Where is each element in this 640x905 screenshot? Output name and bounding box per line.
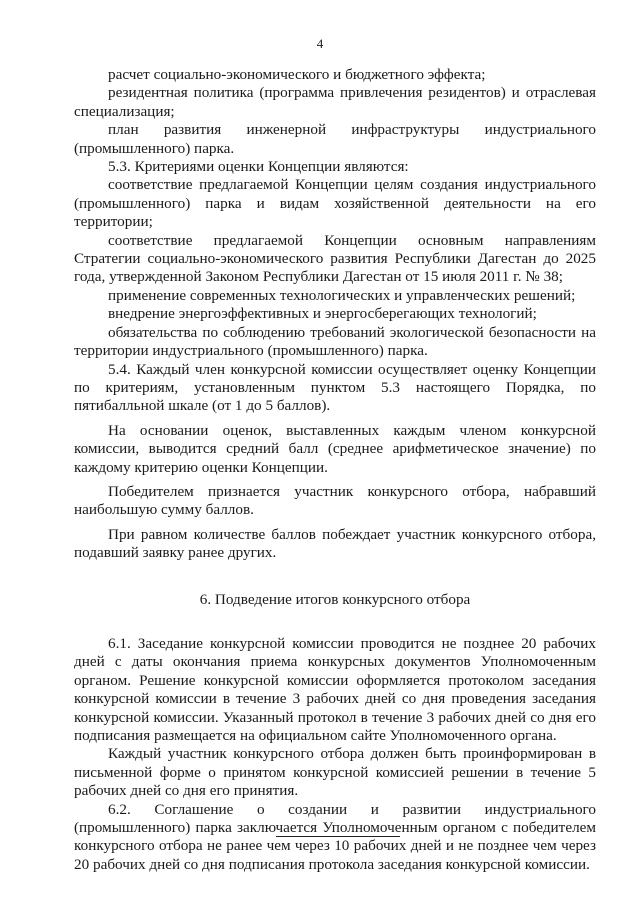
document-body (74, 66, 596, 874)
paragraph: 6.2. Соглашение о создании и развитии индустриального (промышленного) парка заключается Уполномоченным органом с победителем конкурсного отбора не ранее чем через 10 рабочих дней и не позднее чем через 20 рабочих дней со дня подписания протокола заседания конкурсной комиссии. (74, 800, 596, 873)
paragraph: соответствие предлагаемой Концепции целям создания индустриального (промышленного) парка и видам хозяйственной деятельности на его территории; (74, 176, 596, 231)
paragraph: 5.3. Критериями оценки Концепции являются: (108, 158, 409, 176)
paragraph: резидентная политика (программа привлечения резидентов) и отраслевая специализация; (74, 84, 596, 120)
paragraph: Победителем признается участник конкурсного отбора, набравший наибольшую сумму баллов. (74, 482, 596, 519)
paragraph: На основании оценок, выставленных каждым членом конкурсной комиссии, выводится средний балл (среднее арифметическое значение) по каждому критерию оценки Концепции. (74, 421, 596, 476)
paragraph: внедрение энергоэффективных и энергосберегающих технологий; (108, 305, 537, 323)
paragraph: расчет социально-экономического и бюджетного эффекта; (108, 66, 486, 83)
section-title: 6. Подведение итогов конкурсного отбора (199, 590, 471, 608)
paragraph: При равном количестве баллов побеждает участник конкурсного отбора, подавший заявку ранее других. (74, 525, 596, 562)
paragraph: 6.1. Заседание конкурсной комиссии проводится не позднее 20 рабочих дней с даты окончания приема конкурсных документов Уполномоченным органом. Решение конкурсной комиссии оформляется протоколом заседания конкурсной комиссии в течение 3 рабочих дней со дня проведения заседания конкурсной комиссии. Указанный протокол в течение 3 рабочих дней со дня его подписания размещается на официальном сайте Уполномоченного органа. (74, 634, 596, 744)
paragraph: Каждый участник конкурсного отбора должен быть проинформирован в письменной форме о принятом конкурсной комиссией решении в течение 5 рабочих дней со дня его принятия. (74, 745, 596, 800)
paragraph: план развития инженерной инфраструктуры индустриального (промышленного) парка. (74, 121, 596, 157)
paragraph: применение современных технологических и управленческих решений; (108, 286, 576, 304)
paragraph: 5.4. Каждый член конкурсной комиссии осуществляет оценку Концепции по критериям, установленным пунктом 5.3 настоящего Порядка, по пятибалльной шкале (от 1 до 5 баллов). (74, 360, 596, 415)
end-divider-line (276, 836, 400, 837)
paragraph: обязательства по соблюдению требований экологической безопасности на территории индустриального (промышленного) парка. (74, 323, 596, 360)
paragraph: соответствие предлагаемой Концепции основным направлениям Стратегии социально-экономического развития Республики Дагестан до 2025 года, утвержденной Законом Республики Дагестан от 15 июля 2011 г. № 38; (74, 231, 596, 286)
page-number: 4 (316, 36, 324, 51)
